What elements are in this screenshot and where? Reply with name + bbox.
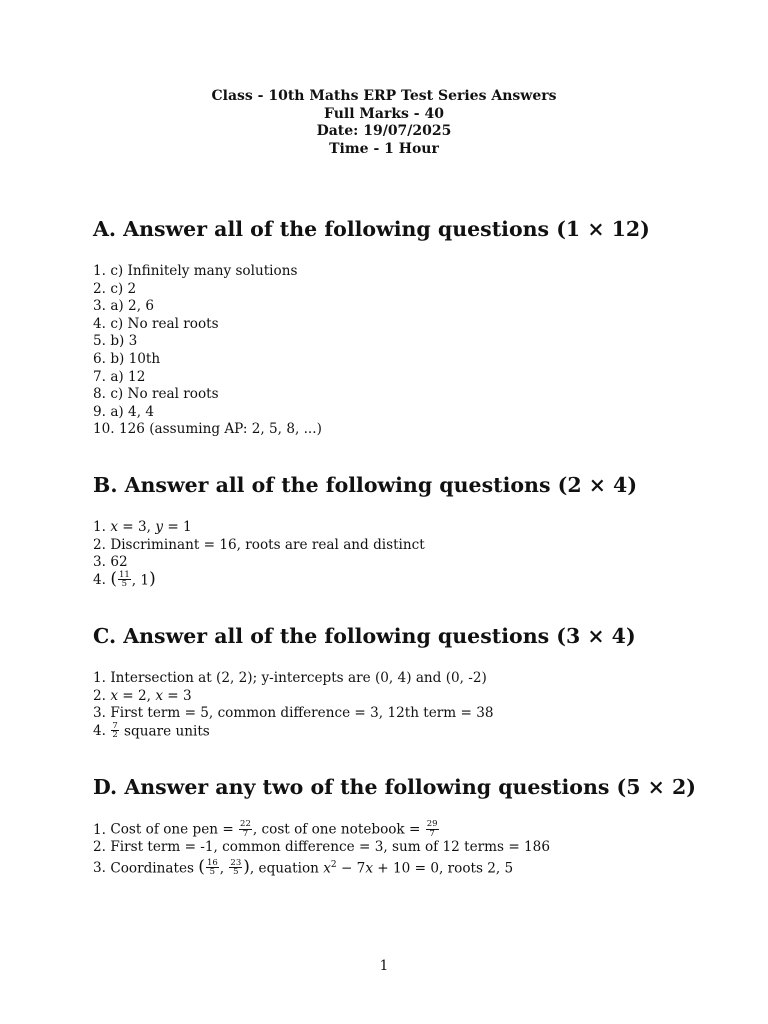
list-item: 2. x = 2, x = 3 (93, 687, 192, 704)
list-item: 2. c) 2 (93, 280, 137, 297)
section-d (93, 773, 733, 878)
list-item: 1. Intersection at (2, 2); y-intercepts are (0, 4) and (0, -2) (93, 670, 487, 686)
list-item: 4. c) No real roots (93, 315, 219, 332)
list-item: 10. 126 (assuming AP: 2, 5, 8, ...) (93, 421, 322, 438)
section-c (93, 622, 733, 741)
section-a (93, 215, 733, 439)
list-item: 6. b) 10th (93, 350, 161, 367)
list-item: 3. First term = 5, common difference = 3, 12th term = 38 (93, 705, 494, 722)
section-a-answers (93, 263, 733, 439)
section-c-heading: C. Answer all of the following questions (3 × 4) (93, 624, 636, 648)
fraction: $\frac{29}{7}$ (426, 819, 438, 839)
document-title: Class - 10th Maths ERP Test Series Answers (211, 88, 557, 104)
section-a-heading: A. Answer all of the following questions (1 × 12) (93, 217, 650, 241)
list-item: 3. 62 (93, 554, 128, 571)
fraction: $\frac{16}{5}$ (206, 857, 218, 878)
list-item: 8. c) No real roots (93, 386, 219, 403)
page-number: 1 (379, 958, 389, 974)
section-b (93, 471, 733, 590)
section-d-answers (93, 821, 733, 878)
list-item: 3. a) 2, 6 (93, 298, 154, 315)
fraction: $\frac{22}{7}$ (240, 819, 251, 839)
fraction: $\frac{7}{2}$ (112, 720, 118, 741)
list-item: 4. $\frac{7}{2}$ square units (93, 720, 210, 741)
fraction: $\frac{23}{5}$ (230, 857, 242, 878)
list-item: 3. Coordinates ( $\frac{16}{5}$ , $\frac{23}{5}$ ), equation $x^2 - 7x + 10 = 0$, roots 2, 5 (93, 856, 514, 878)
fraction: $\frac{11}{5}$ (118, 569, 130, 590)
section-b-heading: B. Answer all of the following questions (2 × 4) (93, 473, 638, 497)
list-item: 1. c) Infinitely many solutions (93, 263, 298, 279)
list-item: 1. x = 3, y = 1 (93, 519, 192, 535)
list-item: 2. First term = -1, common difference = 3, sum of 12 terms = 186 (93, 839, 550, 856)
document-header (0, 88, 768, 158)
test-date: Date: 19/07/2025 (316, 123, 452, 139)
section-d-heading: D. Answer any two of the following questions (5 × 2) (93, 775, 696, 799)
section-b-answers (93, 519, 733, 590)
list-item: 1. Cost of one pen = $\frac{22}{7}$ , cost of one notebook = $\frac{29}{7}$ (93, 819, 438, 839)
test-time: Time - 1 Hour (329, 140, 439, 157)
list-item: 5. b) 3 (93, 333, 138, 350)
list-item: 2. Discriminant = 16, roots are real and distinct (93, 536, 425, 553)
list-item: 4. ( $\frac{11}{5}$ , 1) (93, 568, 156, 590)
section-c-answers (93, 670, 733, 741)
list-item: 7. a) 12 (93, 368, 146, 385)
full-marks: Full Marks - 40 (324, 105, 444, 122)
list-item: 9. a) 4, 4 (93, 403, 154, 420)
